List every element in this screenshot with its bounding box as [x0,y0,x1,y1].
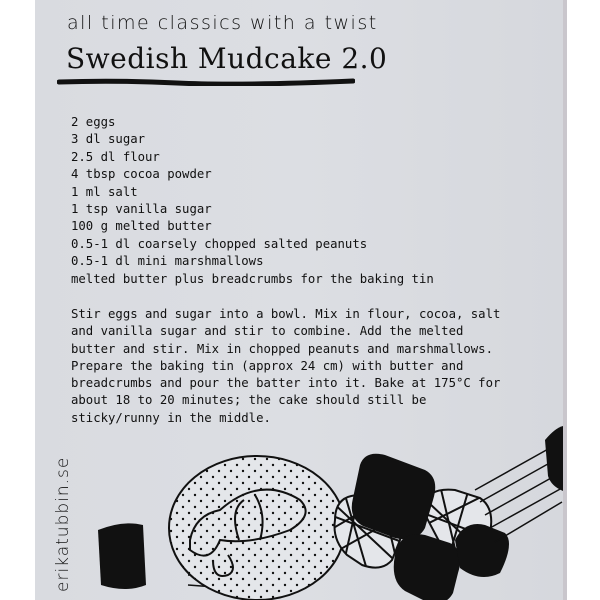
tagline: all time classics with a twist [67,12,378,34]
ingredient-item: 2 eggs [71,115,116,129]
ingredient-item: 3 dl sugar [71,132,146,147]
method-line: butter and stir. Mix in chopped peanuts and marshmallows. [71,341,493,356]
ingredient-item: melted butter plus breadcrumbs for the baking tin [71,271,434,286]
recipe-title: Swedish Mudcake 2.0 [66,42,388,75]
method-line: Stir eggs and sugar into a bowl. Mix in flour, cocoa, salt [71,307,501,321]
method-text [71,306,521,427]
title-underline [57,78,355,86]
website-credit: erikatubbin.se [53,456,73,592]
black-candies [352,454,509,600]
ingredient-item: 0.5-1 dl mini marshmallows [71,254,264,269]
method-line: sticky/runny in the middle. [71,410,271,425]
method-line: breadcrumbs and pour the batter into it. Bake at 175°C for [71,376,501,391]
dotted-ring [169,456,345,600]
ingredient-item: 1 ml salt [71,184,138,199]
ingredient-item: 100 g melted butter [71,219,212,234]
method-line: about 18 to 20 minutes; the cake should still be [71,393,427,408]
ingredient-item: 0.5-1 dl coarsely chopped salted peanuts [71,236,368,251]
ingredient-item: 1 tsp vanilla sugar [71,202,212,217]
ingredient-item: 2.5 dl flour [71,149,160,164]
ingredient-item: 4 tbsp cocoa powder [71,167,212,182]
ingredient-list [71,114,434,288]
method-line: Prepare the baking tin (approx 24 cm) with butter and [71,358,464,373]
method-line: and vanilla sugar and stir to combine. Add the melted [71,324,464,339]
candy-illustration [90,420,565,600]
